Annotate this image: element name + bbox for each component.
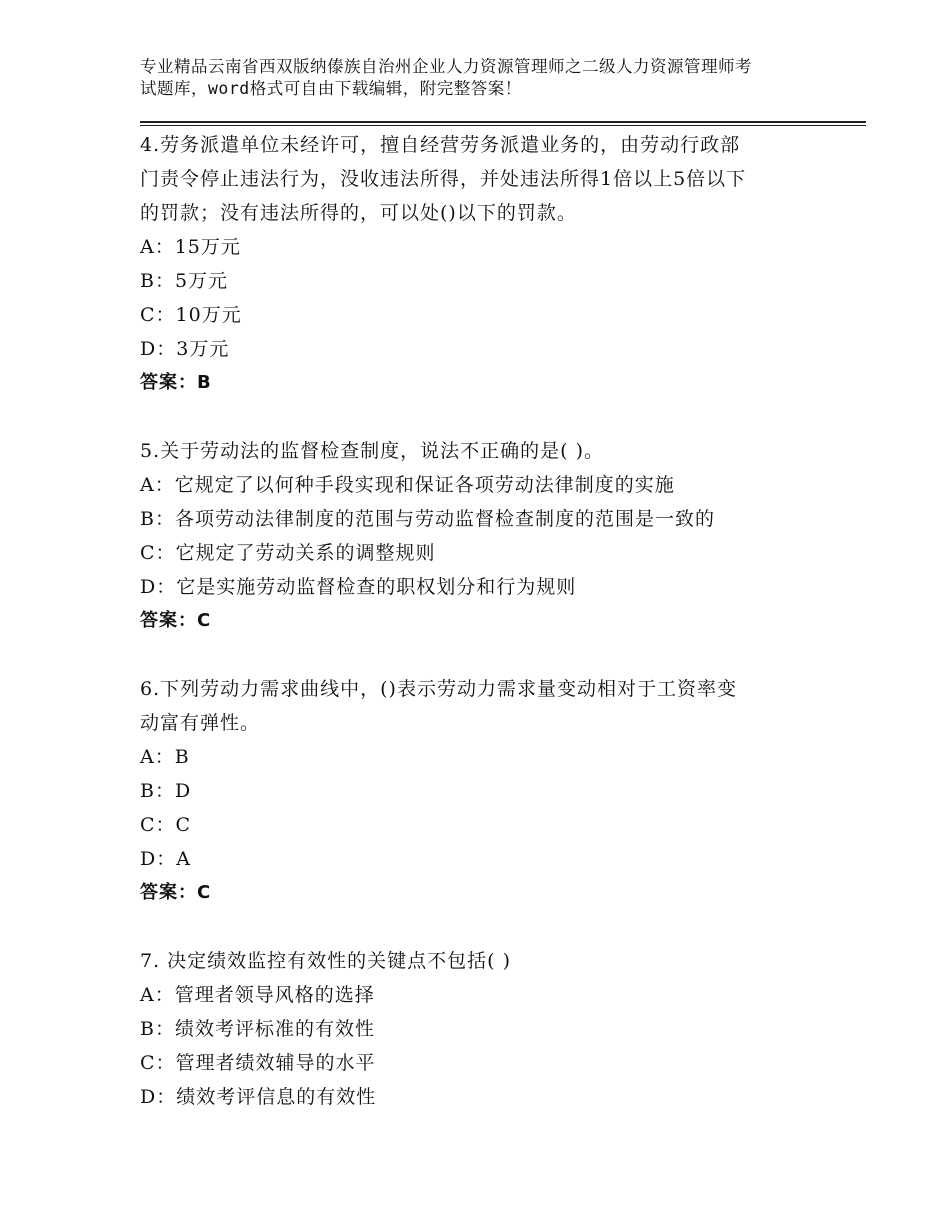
option-d: D：A: [140, 848, 191, 870]
header-title-line-1: 专业精品云南省西双版纳傣族自治州企业人力资源管理师之二级人力资源管理师考: [140, 57, 752, 76]
question-stem-line: 动富有弹性。: [140, 712, 261, 734]
question-7: [140, 944, 840, 1114]
answer-line: 答案：C: [140, 610, 212, 631]
option-a: A：15万元: [140, 236, 241, 258]
header-title-line-2: 试题库，word格式可自由下载编辑，附完整答案！: [140, 79, 522, 98]
answer-line: 答案：B: [140, 372, 212, 393]
question-stem-line: 门责令停止违法行为，没收违法所得，并处违法所得1倍以上5倍以下: [140, 168, 747, 190]
option-c: C：C: [140, 814, 192, 836]
question-list: [140, 128, 840, 1148]
option-a: A：B: [140, 746, 190, 768]
question-stem-line: 5.关于劳动法的监督检查制度，说法不正确的是( )。: [140, 440, 604, 462]
option-c: C：10万元: [140, 304, 242, 326]
document-header: [140, 56, 830, 100]
answer-line: 答案：C: [140, 882, 212, 903]
option-c: C：它规定了劳动关系的调整规则: [140, 542, 436, 564]
question-4: [140, 128, 840, 400]
question-stem-line: 6.下列劳动力需求曲线中，()表示劳动力需求量变动相对于工资率变: [140, 678, 737, 700]
option-d: D：它是实施劳动监督检查的职权划分和行为规则: [140, 576, 577, 598]
header-rule-thin: [140, 125, 866, 126]
option-b: B：绩效考评标准的有效性: [140, 1018, 375, 1040]
option-d: D：绩效考评信息的有效性: [140, 1086, 377, 1108]
header-rule-thick: [140, 121, 866, 123]
option-b: B：5万元: [140, 270, 229, 292]
option-b: B：D: [140, 780, 192, 802]
question-stem-line: 7. 决定绩效监控有效性的关键点不包括( ): [140, 950, 512, 972]
question-6: [140, 672, 840, 910]
question-stem-line: 4.劳务派遣单位未经许可，擅自经营劳务派遣业务的，由劳动行政部: [140, 134, 741, 156]
option-a: A：它规定了以何种手段实现和保证各项劳动法律制度的实施: [140, 474, 675, 496]
question-stem-line: 的罚款；没有违法所得的，可以处()以下的罚款。: [140, 202, 577, 224]
option-a: A：管理者领导风格的选择: [140, 984, 375, 1006]
question-5: [140, 434, 840, 638]
option-d: D：3万元: [140, 338, 230, 360]
option-c: C：管理者绩效辅导的水平: [140, 1052, 376, 1074]
option-b: B：各项劳动法律制度的范围与劳动监督检查制度的范围是一致的: [140, 508, 715, 530]
